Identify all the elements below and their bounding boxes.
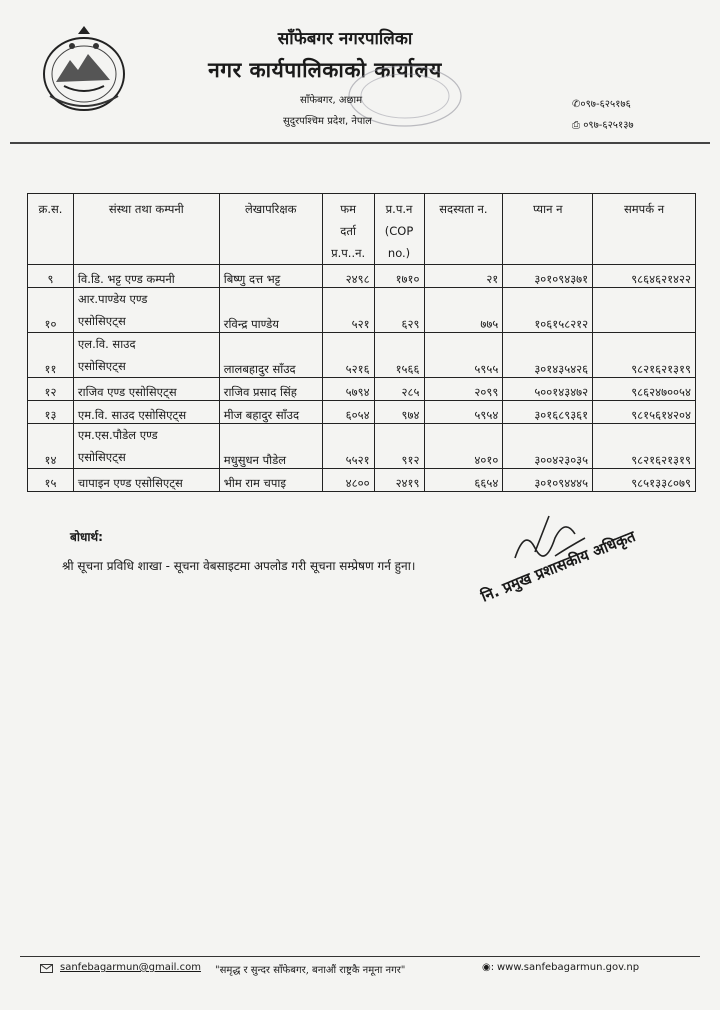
cell-auditor: मधुसुधन पौडेल xyxy=(219,424,322,469)
cell-sn: १३ xyxy=(28,401,74,424)
header-divider xyxy=(10,142,710,144)
cell-firm: ५२१ xyxy=(322,288,374,333)
cell-pan: ३०१०९४३७१ xyxy=(503,265,593,288)
org-name: साँफेबगर नगरपालिका xyxy=(277,29,413,49)
footer-slogan: "समृद्ध र सुन्दर साँफेबगर, बनाऔं राष्ट्रकै नमूना नगर" xyxy=(215,965,406,976)
nepal-emblem-icon xyxy=(38,24,130,116)
cell-contact: ९८५१३३८०७९ xyxy=(593,469,696,492)
cell-sn: १० xyxy=(28,288,74,333)
table-header-row xyxy=(28,194,696,265)
cell-sn: ११ xyxy=(28,333,74,378)
cell-contact: ९८२१६२१३१९ xyxy=(593,333,696,378)
office-name: नगर कार्यपालिकाको कार्यालय xyxy=(208,57,442,82)
cell-auditor: मीज बहादुर साँउद xyxy=(219,401,322,424)
col-header-membership: सदस्यता न. xyxy=(424,194,503,265)
footer-website-link[interactable]: www.sanfebagarmun.gov.np xyxy=(497,962,640,973)
cell-firm: ५७९४ xyxy=(322,378,374,401)
cell-contact xyxy=(593,288,696,333)
cell-membership: ६६५४ xyxy=(424,469,503,492)
cell-auditor: रविन्द्र पाण्डेय xyxy=(219,288,322,333)
cell-company: आर.पाण्डेय एण्ड एसोसिएट्स xyxy=(73,288,219,333)
table-row xyxy=(28,333,696,378)
cell-company: एम.वि. साउद एसोसिएट्स xyxy=(73,401,219,424)
fax-number: ⎙ ०९७-६२५१३७ xyxy=(572,120,634,131)
cell-sn: १५ xyxy=(28,469,74,492)
cell-membership: ५९५५ xyxy=(424,333,503,378)
col-header-auditor: लेखापरिक्षक xyxy=(219,194,322,265)
table-row xyxy=(28,401,696,424)
address-line-1: साँफेबगर, अछाम xyxy=(300,95,363,106)
col-header-cop: प्र.प.न (COP no.) xyxy=(374,194,424,265)
table-row xyxy=(28,265,696,288)
cell-cop: १५६६ xyxy=(374,333,424,378)
cc-label: बोधार्थ: xyxy=(70,530,103,544)
cell-membership: २१ xyxy=(424,265,503,288)
col-header-pan: प्यान न xyxy=(503,194,593,265)
cell-company: राजिव एण्ड एसोसिएट्स xyxy=(73,378,219,401)
cell-auditor: लालबहादुर साँउद xyxy=(219,333,322,378)
cell-pan: ३००४२३०३५ xyxy=(503,424,593,469)
table-row xyxy=(28,288,696,333)
cell-pan: ३०१४३५४२६ xyxy=(503,333,593,378)
address-line-2: सुदुरपश्चिम प्रदेश, नेपाल xyxy=(283,116,372,127)
col-header-sn: क्र.स. xyxy=(28,194,74,265)
cell-auditor: भीम राम चपाइ xyxy=(219,469,322,492)
cell-cop: २४१९ xyxy=(374,469,424,492)
phone-number: ✆०९७-६२५१७६ xyxy=(572,99,631,110)
cell-company: एम.एस.पौडेल एण्ड एसोसिएट्स xyxy=(73,424,219,469)
cell-firm: ५५२१ xyxy=(322,424,374,469)
signatory-title: नि. प्रमुख प्रशासकीय अधिकृत xyxy=(478,527,638,606)
cell-pan: ३०१०९४४४५ xyxy=(503,469,593,492)
cell-membership: ७७५ xyxy=(424,288,503,333)
cell-cop: १७१० xyxy=(374,265,424,288)
cell-auditor: बिष्णु दत्त भट्ट xyxy=(219,265,322,288)
table-row xyxy=(28,469,696,492)
cell-pan: १०६१५८२१२ xyxy=(503,288,593,333)
footer-email-link[interactable]: sanfebagarmun@gmail.com xyxy=(60,962,201,973)
cell-company: एल.वि. साउद एसोसिएट्स xyxy=(73,333,219,378)
cell-firm: २४९८ xyxy=(322,265,374,288)
cell-cop: ९१२ xyxy=(374,424,424,469)
fax-icon: ⎙ xyxy=(572,120,580,131)
cell-sn: १४ xyxy=(28,424,74,469)
cell-contact: ९८२१६२१३१९ xyxy=(593,424,696,469)
mail-icon xyxy=(40,964,53,973)
cell-sn: १२ xyxy=(28,378,74,401)
cell-pan: ३०१६८९३६१ xyxy=(503,401,593,424)
cell-contact: ९८६४६२१४२२ xyxy=(593,265,696,288)
phone-icon: ✆ xyxy=(572,99,581,110)
table-row xyxy=(28,378,696,401)
cell-company: वि.डि. भट्ट एण्ड कम्पनी xyxy=(73,265,219,288)
footer-divider xyxy=(20,956,700,957)
col-header-company: संस्था तथा कम्पनी xyxy=(73,194,219,265)
cell-firm: ४८०० xyxy=(322,469,374,492)
cc-text: श्री सूचना प्रविधि शाखा - सूचना वेबसाइटमा अपलोड गरी सूचना सम्प्रेषण गर्न हुना। xyxy=(62,559,416,573)
cell-company: चापाइन एण्ड एसोसिएट्स xyxy=(73,469,219,492)
cell-auditor: राजिव प्रसाद सिंह xyxy=(219,378,322,401)
cell-contact: ९८१५६१४२०४ xyxy=(593,401,696,424)
col-header-firm: फम दर्ता प्र.प..न. xyxy=(322,194,374,265)
globe-icon: ◉: xyxy=(482,962,495,973)
cell-membership: ४०१० xyxy=(424,424,503,469)
cell-firm: ५२१६ xyxy=(322,333,374,378)
cell-pan: ५००१४३४७२ xyxy=(503,378,593,401)
table-row xyxy=(28,424,696,469)
cell-cop: ६२९ xyxy=(374,288,424,333)
cell-sn: ९ xyxy=(28,265,74,288)
cell-membership: ५९५४ xyxy=(424,401,503,424)
cell-contact: ९८६२४७००५४ xyxy=(593,378,696,401)
col-header-contact: समपर्क न xyxy=(593,194,696,265)
cell-cop: २८५ xyxy=(374,378,424,401)
cell-firm: ६०५४ xyxy=(322,401,374,424)
cell-membership: २०९९ xyxy=(424,378,503,401)
cell-cop: ९७४ xyxy=(374,401,424,424)
auditor-table xyxy=(27,193,696,492)
